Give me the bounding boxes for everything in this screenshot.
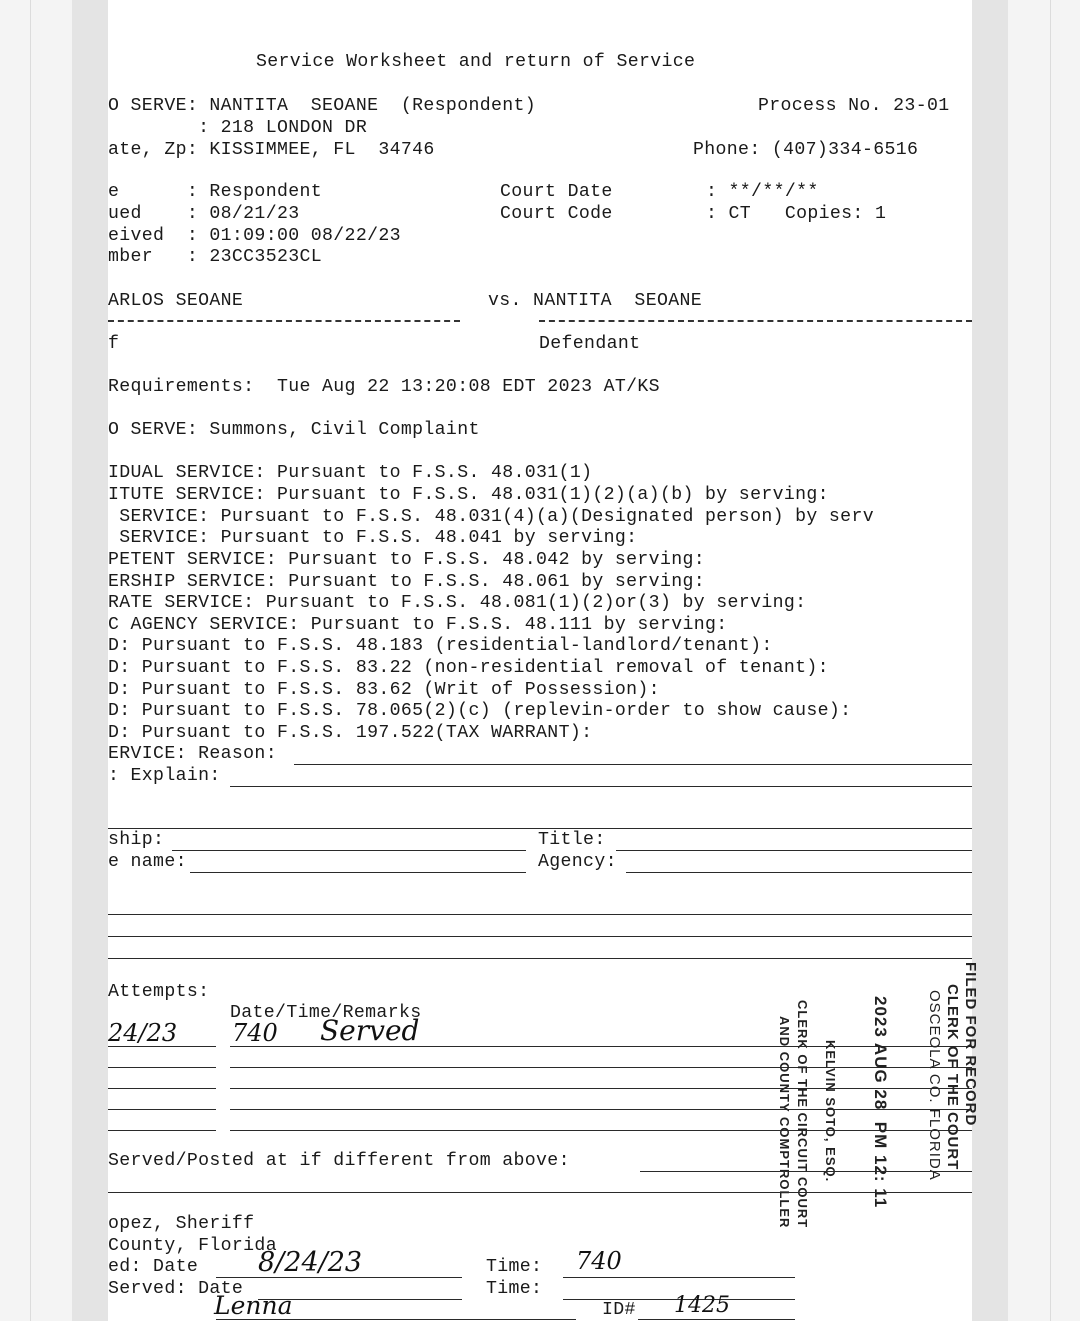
stamp-date: 2023 AUG 28 PM 12: 11 [871, 996, 890, 1209]
plaintiff-label: f [108, 334, 120, 354]
case-issued: ued : 08/21/23 [108, 204, 300, 224]
attempt-remark-handwritten: Served [320, 1014, 420, 1047]
stamp-line: AND COUNTY COMPTROLLER [777, 1016, 792, 1229]
attempt-date-rule [108, 1109, 216, 1110]
attempt-date-rule [108, 1130, 216, 1131]
service-type-line: RATE SERVICE: Pursuant to F.S.S. 48.081(1)(2)or(3) by serving: [108, 593, 807, 613]
stamp-line: KELVIN SOTO, ESQ. [823, 1040, 838, 1183]
phone-line: Phone: (407)334-6516 [693, 140, 919, 160]
id-rule [638, 1319, 795, 1320]
attempt-date-rule [108, 1067, 216, 1068]
viewer-left-border [30, 0, 31, 1321]
case-received: eived : 01:09:00 08/22/23 [108, 226, 401, 246]
defendant-label: Defendant [539, 334, 641, 354]
service-type-line: D: Pursuant to F.S.S. 78.065(2)(c) (replevin-order to show cause): [108, 701, 852, 721]
attempt-remark-rule [230, 1046, 972, 1047]
address-line: : 218 LONDON DR [108, 118, 368, 138]
relationship-label: ship: [108, 830, 165, 850]
attempt-date-handwritten: 24/23 [108, 1019, 178, 1047]
court-code-label: Court Code [500, 204, 613, 224]
stamp-line: CLERK OF THE CIRCUIT COURT [795, 1000, 810, 1229]
served-date-rule [216, 1277, 462, 1278]
attempt-remark-rule [230, 1067, 972, 1068]
court-date-value: : **/**/** [706, 182, 819, 202]
signature-rule [216, 1319, 576, 1320]
agency-label: Agency: [538, 852, 617, 872]
served-at-rule [640, 1171, 972, 1172]
service-type-line: SERVICE: Pursuant to F.S.S. 48.041 by serving: [108, 528, 638, 548]
papers-to-serve: O SERVE: Summons, Civil Complaint [108, 420, 480, 440]
viewer-right-border [1050, 0, 1051, 1321]
service-type-line: C AGENCY SERVICE: Pursuant to F.S.S. 48.111 by serving: [108, 615, 728, 635]
id-label: ID# [602, 1300, 636, 1320]
agency-rule [626, 872, 972, 873]
id-handwritten: 1425 [674, 1293, 730, 1318]
time-rule [563, 1277, 795, 1278]
blank-rule [108, 958, 972, 959]
plaintiff-name: ARLOS SEOANE [108, 291, 244, 311]
attempts-label: Attempts: [108, 982, 210, 1002]
attempt-remark-rule [230, 1109, 972, 1110]
process-number: Process No. 23-01 [758, 96, 950, 116]
sheriff-name: opez, Sheriff [108, 1214, 255, 1234]
attempts-column-header: Date/Time/Remarks [230, 1003, 422, 1023]
stamp-line: FILED FOR RECORD [962, 962, 979, 1127]
service-type-line: PETENT SERVICE: Pursuant to F.S.S. 48.042 by serving: [108, 550, 706, 570]
service-type-line: D: Pursuant to F.S.S. 83.22 (non-residential removal of tenant): [108, 658, 829, 678]
time-label-2: Time: [486, 1279, 543, 1299]
server-signature: Lenna [214, 1291, 293, 1320]
case-type: e : Respondent [108, 182, 323, 202]
served-at-rule-2 [108, 1192, 972, 1193]
versus-defendant: vs. NANTITA SEOANE [488, 291, 703, 311]
served-date-label: ed: Date [108, 1257, 199, 1277]
served-date-handwritten: 8/24/23 [258, 1247, 363, 1278]
not-served-date-label: Served: Date [108, 1279, 244, 1299]
explain-rule [230, 786, 972, 787]
attempt-date-rule [108, 1046, 216, 1047]
city-state-zip-line: ate, Zp: KISSIMMEE, FL 34746 [108, 140, 435, 160]
title-rule [616, 850, 972, 851]
attempt-date-rule [108, 1088, 216, 1089]
document-title: Service Worksheet and return of Service [256, 52, 696, 72]
defendant-dash-rule [539, 320, 972, 322]
stamp-line: OSCEOLA CO. FLORIDA [926, 990, 943, 1181]
court-date-label: Court Date [500, 182, 613, 202]
non-service-reason-label: ERVICE: Reason: [108, 744, 277, 764]
service-type-line: D: Pursuant to F.S.S. 83.62 (Writ of Possession): [108, 680, 660, 700]
plaintiff-dash-rule [108, 320, 460, 322]
served-at-label: Served/Posted at if different from above: [108, 1151, 570, 1171]
attempt-time-handwritten: 740 [232, 1019, 278, 1047]
blank-rule [108, 914, 972, 915]
time-handwritten: 740 [576, 1247, 622, 1275]
case-number: mber : 23CC3523CL [108, 247, 323, 267]
service-type-line: SERVICE: Pursuant to F.S.S. 48.031(4)(a)(Designated person) by serv [108, 507, 874, 527]
document-page[interactable] [108, 0, 979, 1321]
reason-rule [294, 764, 972, 765]
service-type-line: D: Pursuant to F.S.S. 197.522(TAX WARRANT): [108, 723, 593, 743]
relationship-rule [172, 850, 526, 851]
blank-rule [108, 936, 972, 937]
service-type-line: IDUAL SERVICE: Pursuant to F.S.S. 48.031(1) [108, 463, 593, 483]
requirements-line: Requirements: Tue Aug 22 13:20:08 EDT 2023 AT/KS [108, 377, 660, 397]
to-serve-line: O SERVE: NANTITA SEOANE (Respondent) [108, 96, 537, 116]
blank-rule [108, 828, 972, 829]
service-type-line: ITUTE SERVICE: Pursuant to F.S.S. 48.031(1)(2)(a)(b) by serving: [108, 485, 829, 505]
title-label: Title: [538, 830, 606, 850]
person-name-rule [190, 872, 526, 873]
service-type-line: ERSHIP SERVICE: Pursuant to F.S.S. 48.061 by serving: [108, 572, 706, 592]
attempt-remark-rule [230, 1088, 972, 1089]
attempt-remark-rule [230, 1130, 972, 1131]
person-name-label: e name: [108, 852, 187, 872]
county-line: County, Florida [108, 1236, 277, 1256]
court-code-value: : CT Copies: 1 [706, 204, 887, 224]
service-type-line: D: Pursuant to F.S.S. 48.183 (residential-landlord/tenant): [108, 636, 773, 656]
time-label: Time: [486, 1257, 543, 1277]
stamp-line: CLERK OF THE COURT [944, 984, 961, 1171]
explain-label: : Explain: [108, 766, 221, 786]
